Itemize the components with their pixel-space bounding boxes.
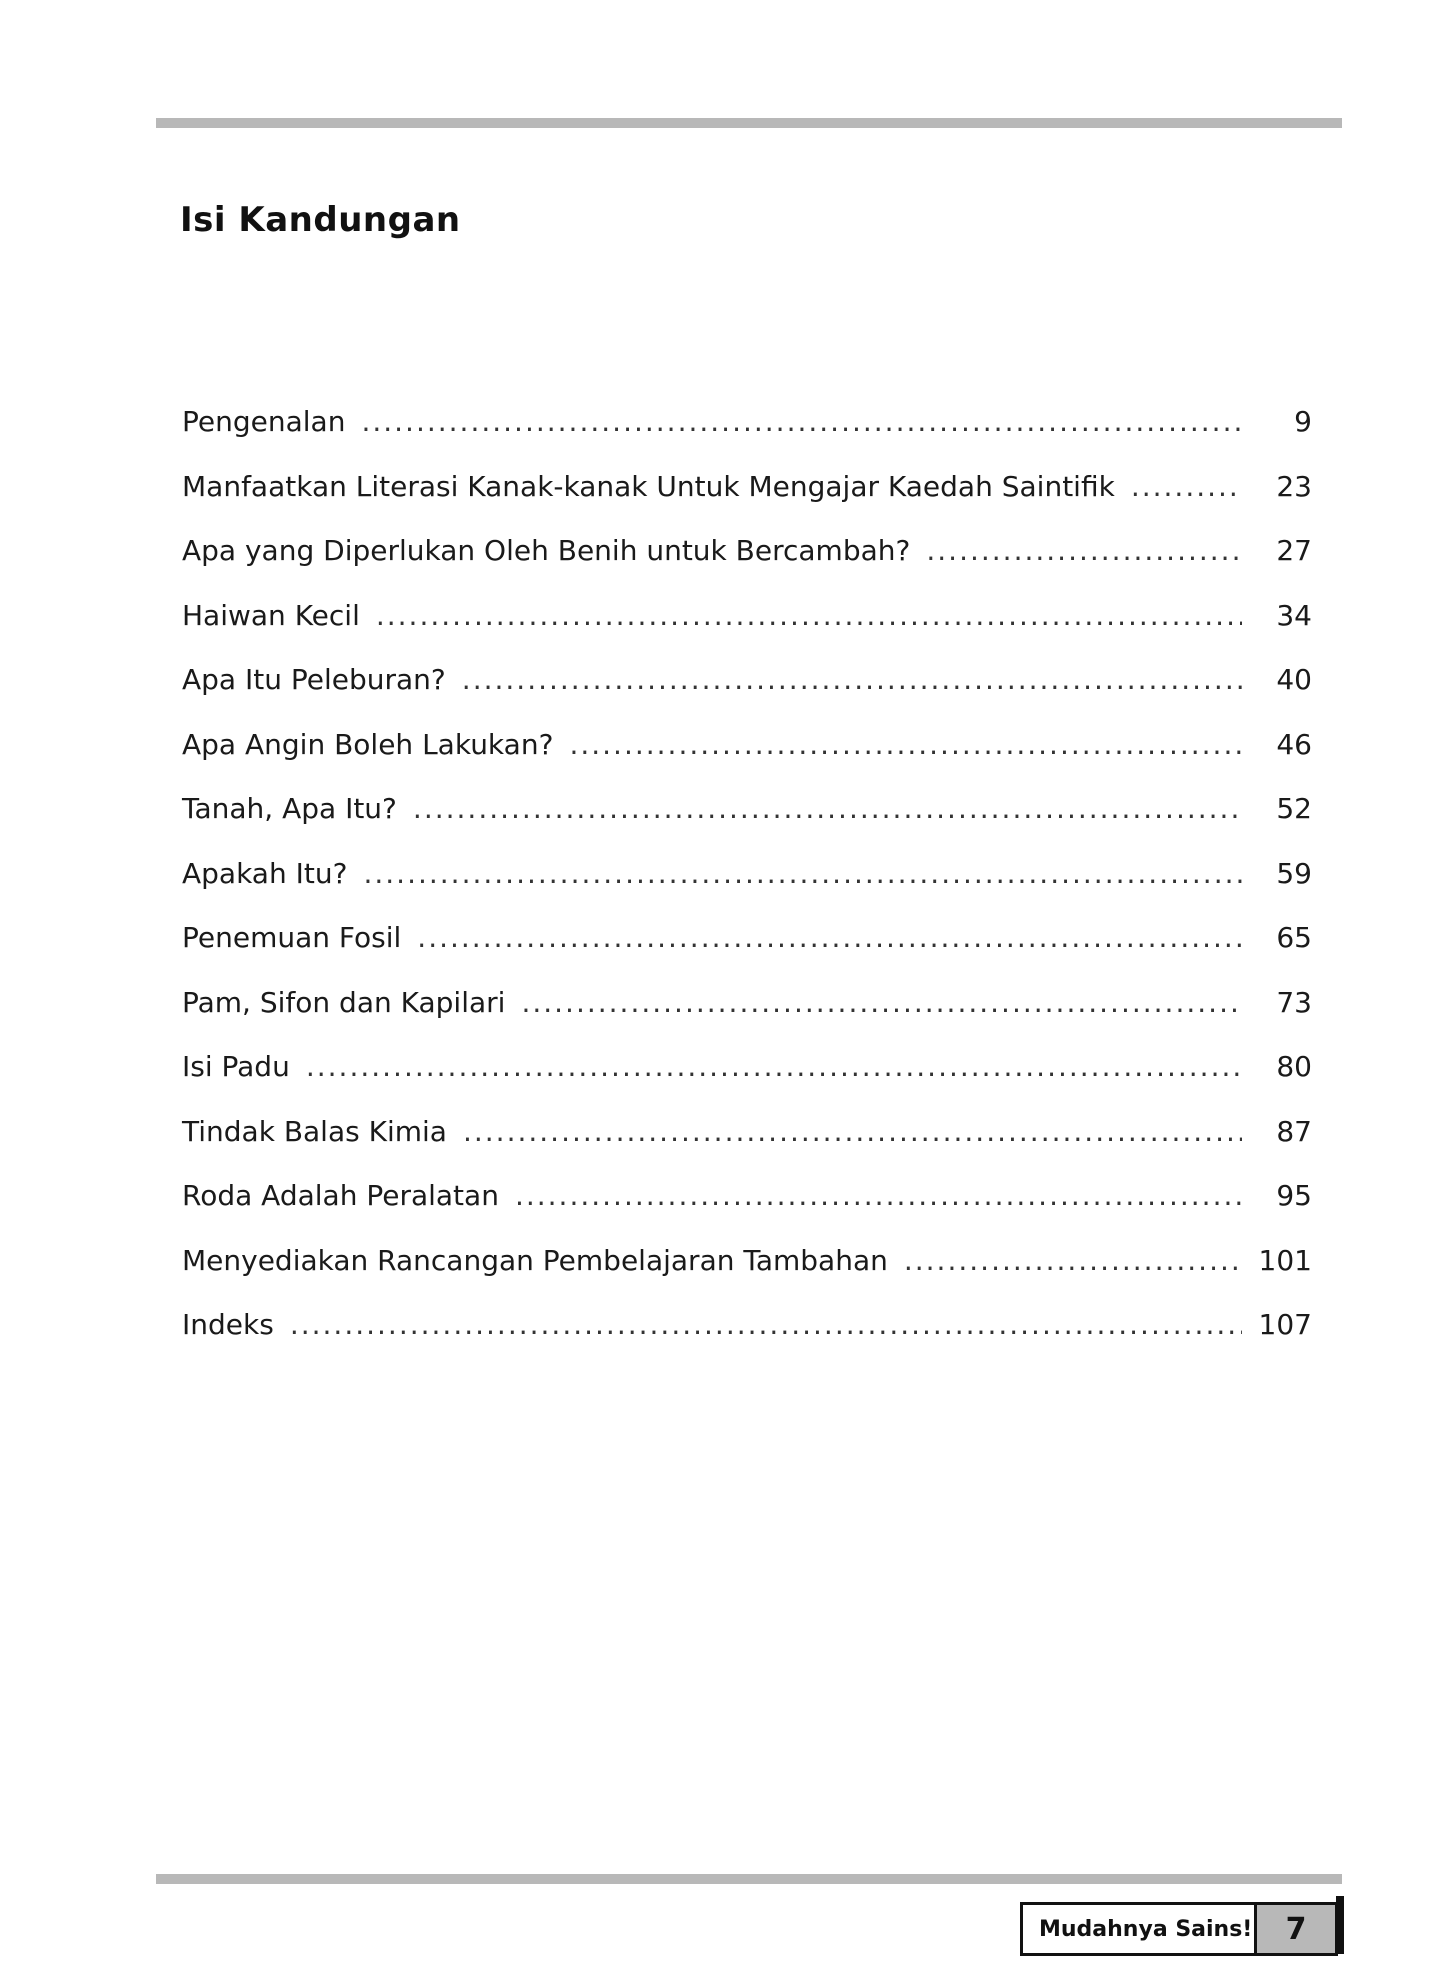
toc-entry[interactable]	[182, 906, 1312, 971]
toc-entry-page: 9	[1294, 405, 1312, 438]
toc-entry[interactable]	[182, 971, 1312, 1036]
toc-dot-leader	[521, 971, 1242, 1036]
toc-entry-title: Tindak Balas Kimia	[182, 1114, 447, 1148]
page-title: Isi Kandungan	[180, 200, 461, 240]
toc-entry-title: Apa yang Diperlukan Oleh Benih untuk Bercambah?	[182, 534, 911, 567]
toc-entry-page: 101	[1258, 1243, 1312, 1277]
toc-entry-page: 23	[1276, 469, 1312, 503]
page-number: 7	[1254, 1905, 1335, 1953]
toc-entry[interactable]	[182, 1100, 1312, 1165]
toc-entry-page: 46	[1276, 727, 1312, 761]
toc-dot-leader	[361, 390, 1242, 455]
toc-entry-page: 27	[1276, 534, 1312, 567]
toc-entry-title: Roda Adalah Peralatan	[182, 1179, 499, 1212]
toc-entry-page: 59	[1276, 856, 1312, 890]
toc-dot-leader	[904, 1229, 1242, 1294]
toc-entry-page: 40	[1276, 663, 1312, 696]
toc-entry[interactable]	[182, 1293, 1312, 1358]
toc-entry-page: 34	[1276, 598, 1312, 632]
toc-dot-leader	[463, 1100, 1242, 1165]
toc-entry-title: Haiwan Kecil	[182, 598, 360, 632]
toc-dot-leader	[413, 777, 1242, 842]
toc-entry-page: 80	[1276, 1050, 1312, 1083]
toc-entry[interactable]	[182, 713, 1312, 778]
toc-entry-title: Pengenalan	[182, 405, 346, 438]
toc-entry-title: Apa Itu Peleburan?	[182, 663, 446, 696]
toc-entry-title: Menyediakan Rancangan Pembelajaran Tambahan	[182, 1243, 888, 1277]
toc-entry[interactable]	[182, 777, 1312, 842]
toc-entry-page: 52	[1276, 792, 1312, 825]
top-divider	[156, 118, 1342, 128]
toc-entry[interactable]	[182, 390, 1312, 455]
toc-dot-leader	[306, 1035, 1242, 1100]
toc-entry-title: Indeks	[182, 1308, 274, 1341]
toc-entry[interactable]	[182, 1164, 1312, 1229]
footer-book-title: Mudahnya Sains!	[1039, 1916, 1253, 1942]
toc-entry[interactable]	[182, 648, 1312, 713]
toc-entry-title: Tanah, Apa Itu?	[182, 792, 397, 825]
toc-entry[interactable]	[182, 1229, 1312, 1294]
toc-entry[interactable]	[182, 519, 1312, 584]
toc-dot-leader	[417, 906, 1242, 971]
toc-dot-leader	[515, 1164, 1242, 1229]
toc-dot-leader	[926, 519, 1242, 584]
toc-entry[interactable]	[182, 584, 1312, 649]
toc-entry-page: 65	[1276, 921, 1312, 954]
toc-entry[interactable]	[182, 455, 1312, 520]
toc-entry-page: 87	[1276, 1114, 1312, 1148]
toc-dot-leader	[569, 713, 1242, 778]
toc-entry-title: Apa Angin Boleh Lakukan?	[182, 727, 554, 761]
toc-entry-title: Isi Padu	[182, 1050, 290, 1083]
toc-entry-page: 107	[1258, 1308, 1312, 1341]
toc-dot-leader	[1131, 455, 1242, 520]
bottom-divider	[156, 1874, 1342, 1884]
toc-entry-page: 95	[1276, 1179, 1312, 1212]
toc-dot-leader	[462, 648, 1242, 713]
toc-entry-title: Pam, Sifon dan Kapilari	[182, 985, 506, 1019]
toc-dot-leader	[363, 842, 1242, 907]
toc-entry-title: Penemuan Fosil	[182, 921, 402, 954]
toc-entry-title: Manfaatkan Literasi Kanak-kanak Untuk Mengajar Kaedah Saintifik	[182, 469, 1115, 503]
toc-dot-leader	[376, 584, 1242, 649]
footer-book-tab	[1020, 1902, 1338, 1956]
toc-entry[interactable]	[182, 1035, 1312, 1100]
toc-dot-leader	[290, 1293, 1242, 1358]
toc-entry-title: Apakah Itu?	[182, 856, 348, 890]
table-of-contents	[182, 390, 1312, 1358]
toc-entry[interactable]	[182, 842, 1312, 907]
toc-entry-page: 73	[1276, 985, 1312, 1019]
